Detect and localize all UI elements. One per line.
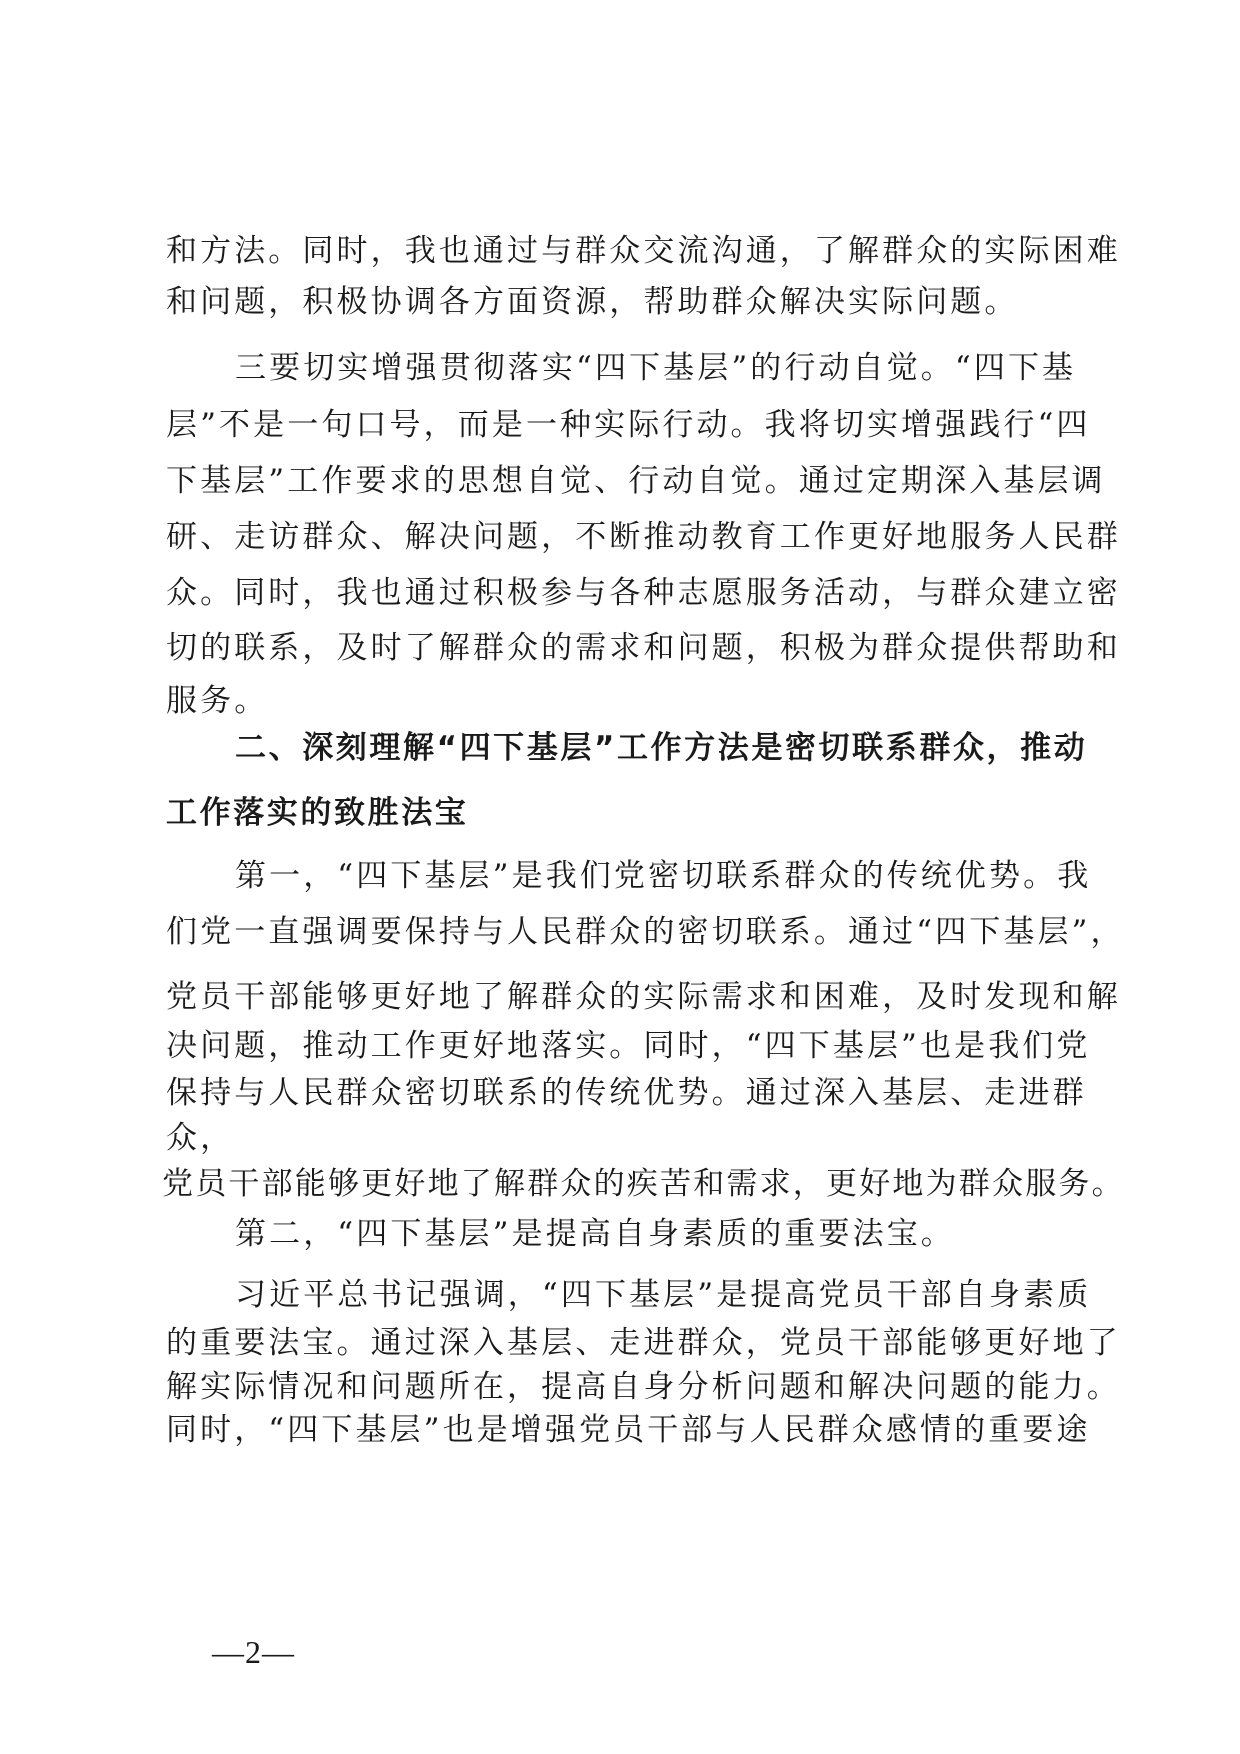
text-line: 党员干部能够更好地了解群众的实际需求和困难，及时发现和解 [166, 979, 1121, 1015]
text-line: 和方法。同时，我也通过与群众交流沟通，了解群众的实际困难 [166, 233, 1121, 269]
text-line: 党员干部能够更好地了解群众的疾苦和需求，更好地为群众服务。 [162, 1166, 1125, 1202]
text-line: 同时，“四下基层”也是增强党员干部与人民群众感情的重要途 [166, 1412, 1091, 1448]
section-heading: 二、深刻理解“四下基层”工作方法是密切联系群众，推动 [235, 730, 1088, 766]
paragraph-start-line: 第二，“四下基层”是提高自身素质的重要法宝。 [235, 1216, 955, 1252]
text-line: 下基层”工作要求的思想自觉、行动自觉。通过定期深入基层调 [166, 463, 1106, 499]
section-heading-continued: 工作落实的致胜法宝 [166, 795, 469, 831]
text-line: 众。同时，我也通过积极参与各种志愿服务活动，与群众建立密 [166, 575, 1121, 611]
text-line: 和问题，积极协调各方面资源，帮助群众解决实际问题。 [166, 284, 1019, 320]
text-line: 决问题，推动工作更好地落实。同时，“四下基层”也是我们党 [166, 1028, 1091, 1064]
text-line: 们党一直强调要保持与人民群众的密切联系。通过“四下基层”， [166, 914, 1125, 950]
page-number: —2— [212, 1634, 295, 1670]
text-line: 服务。 [166, 683, 269, 719]
text-line: 众， [166, 1120, 235, 1156]
text-line: 层”不是一句口号，而是一种实际行动。我将切实增强践行“四 [166, 407, 1091, 443]
paragraph-start-line: 习近平总书记强调，“四下基层”是提高党员干部自身素质 [235, 1277, 1092, 1313]
paragraph-start-line: 三要切实增强贯彻落实“四下基层”的行动自觉。“四下基 [235, 350, 1077, 386]
text-line: 解实际情况和问题所在，提高自身分析问题和解决问题的能力。 [166, 1369, 1121, 1405]
text-line: 切的联系，及时了解群众的需求和问题，积极为群众提供帮助和 [166, 630, 1121, 666]
text-line: 研、走访群众、解决问题，不断推动教育工作更好地服务人民群 [166, 519, 1121, 555]
text-line: 的重要法宝。通过深入基层、走进群众，党员干部能够更好地了 [166, 1325, 1121, 1361]
text-line: 保持与人民群众密切联系的传统优势。通过深入基层、走进群 [166, 1075, 1087, 1111]
paragraph-start-line: 第一，“四下基层”是我们党密切联系群众的传统优势。我 [235, 858, 1092, 894]
